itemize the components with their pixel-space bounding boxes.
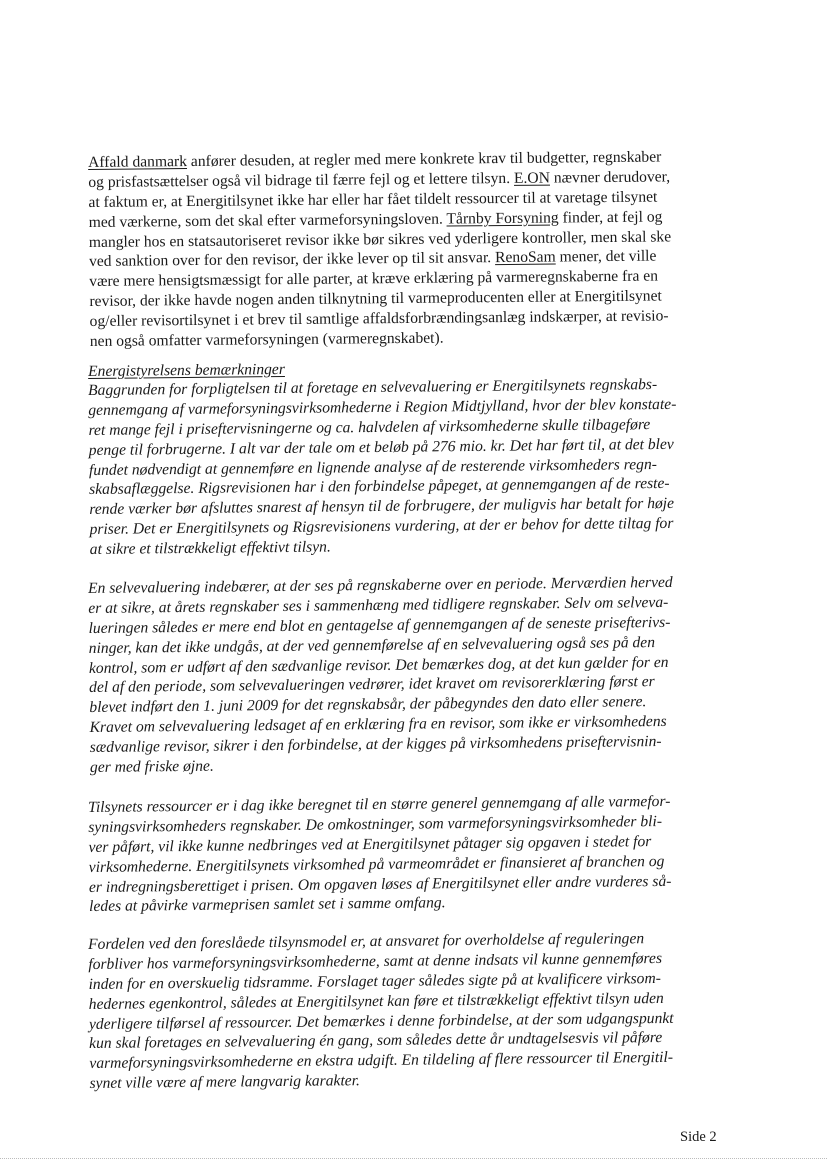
text-segment: anfører desuden, at regler med mere konkrete krav til budgetter, regnskaber [186,148,662,171]
text-line: inden for en overskuelig tidsramme. Forslaget tager således sigte på at kvalificere virksom- [88,969,661,993]
text-segment: mangler hos en statsautoriseret revisor ikke bør sikres ved yderligere kontroller, men skal ske [88,227,672,251]
text-segment: ved sanktion over for den revisor, der ikke lever op til sit ansvar. [88,249,496,271]
text-line: virksomhederne. Energitilsynets virksomhed på varmeområdet er finansieret af branchen og [88,852,665,876]
text-line: yderligere tilførsel af ressourcer. Det bemærkes i denne forbindelse, at der som udgangspunkt [88,1009,674,1033]
text-line: rende værker bør afsluttes snarest af hensyn til de forbrugere, der muligvis har betalt for høje [89,495,675,519]
text-segment: revisor, der ikke havde nogen anden tilknytning til varmeproducenten eller at Energitilsynet [89,287,662,311]
text-line: sædvanlige revisor, sikrer i den forbindelse, at der kigges på virksomhedens priseftervisnin- [89,733,662,757]
organization-name: RenoSam [494,248,556,267]
text-segment: at faktum er, at Energitilsynet ikke har eller har fået tildelt ressourcer til at varetage tilsynet [88,188,658,211]
text-line: syningsvirksomheders regnskaber. De omkostninger, som varmeforsyningsvirksomheder bli- [88,812,663,836]
text-line: ret mange fejl i priseftervisningerne og ca. halvdelen af virksomhederne skulle tilbageføre [88,415,651,439]
text-line: del af den periode, som selvevalueringen vedrører, idet kravet om revisorerklæring først er [89,673,655,697]
text-line: skabsaflæggelse. Rigsrevisionen har i den forbindelse påpeget, at gennemgangen af de reste- [89,475,670,499]
text-line: kontrol, som er udført af den sædvanlige revisor. Det bemærkes dog, at det kun gælder for en [88,653,669,677]
text-line: gennemgang af varmeforsyningsvirksomhederne i Region Midtjylland, hvor der blev konstate- [88,395,677,419]
text-line: varmeforsyningsvirksomhederne en ekstra udgift. En tildeling af flere ressourcer til Energitil- [89,1049,674,1073]
text-line: Tilsynets ressourcer er i dag ikke beregnet til en større generel gennemgang af alle varmefor- [88,792,671,816]
text-line: ver påført, vil ikke kunne nedbringes ved at Energitilsynet påtager sig opgaven i stedet for [88,832,652,856]
text-line: at sikre et tilstrækkeligt effektivt tilsyn. [89,538,331,559]
text-line: Fordelen ved den foreslåede tilsynsmodel er, at ansvaret for overholdelse af reguleringen [88,930,645,953]
text-segment: mener, det ville [555,248,657,266]
text-line: synet ville være af mere langvarig karakter. [89,1072,361,1093]
page-number: Side 2 [680,1129,717,1145]
text-segment: nævner derudover, [549,168,671,187]
text-line: ninger, kan det ikke undgås, at der ved gennemførelse af en selvevaluering også ses på den [88,633,656,657]
text-line: Kravet om selvevaluering ledsaget af en erklæring fra en revisor, som ikke er virksomhedens [89,713,667,737]
background-paragraph [88,374,730,560]
text-line: er indregningsberettiget i prisen. Om opgaven løses af Energitilsynet eller andre vurderes så- [88,872,672,896]
text-line: ger med friske øjne. [89,757,214,777]
text-segment: være mere hensigtsmæssigt for alle parter, at kræve erklæring på varmeregnskaberne fra en [89,267,659,291]
scan-edge-divider [0,1158,827,1159]
text-line: blevet indført den 1. juni 2009 for det regnskabsår, der påbegyndes den dato eller senere. [89,693,647,717]
supervision-model-paragraph [88,928,730,1094]
self-evaluation-paragraph [88,572,730,778]
text-segment: og prisfastsættelser også vil bidrage til færre fejl og et lettere tilsyn. [88,169,515,191]
text-line: ledes at påvirke varmeprisen samlet set i samme omfang. [89,894,446,916]
text-line: priser. Det er Energitilsynets og Rigsrevisionens vurdering, at der er behov for dette tiltag for [89,515,674,539]
resources-paragraph [88,791,729,917]
text-segment: nen også omfatter varmeforsyningen (varmeregnskabet). [89,329,444,351]
text-segment: og/eller revisortilsynet i et brev til samtlige affaldsforbrændingsanlæg indskærper, at revisio- [89,307,669,331]
hearing-responses-paragraph [88,147,730,352]
text-line: fundet nødvendigt at gennemføre en lignende analyse af de resterende virksomheders regn- [88,455,658,479]
text-line: kun skal foretages en selvevaluering én gang, som således dette år undtagelsesvis vil påføre [89,1029,663,1053]
text-line: forbliver hos varmeforsyningsvirksomhederne, samt at denne indsats vil kunne gennemføres [88,949,663,973]
text-line: er at sikre, at årets regnskaber ses i sammenhæng med tidligere regnskaber. Selv om selveva- [88,593,669,617]
text-line: hedernes egenkontrol, således at Energitilsynet kan føre et tilstrækkeligt effektivt tilsyn uden [88,989,664,1013]
text-line: penge til forbrugerne. I alt var der tale om et beløb på 276 mio. kr. Det har ført til, at det blev [88,435,674,459]
organization-name: Tårnby Forsyning [446,209,559,228]
text-line: Baggrunden for forpligtelsen til at foretage en selvevaluering er Energitilsynets regnskabs- [88,376,658,399]
section-heading-text: Energistyrelsens bemærkninger [88,360,285,380]
organization-name: Affald danmark [88,153,188,171]
text-segment: finder, at fejl og [558,208,663,227]
text-line: En selvevaluering indebærer, at der ses på regnskaberne over en periode. Merværdien herved [88,573,673,597]
text-segment: med værkerne, som det skal efter varmeforsyningsloven. [88,210,447,231]
text-line: lueringen således er mere end blot en gentagelse af gennemgangen af de seneste prisefterivs- [88,613,671,637]
organization-name: E.ON [513,169,550,187]
